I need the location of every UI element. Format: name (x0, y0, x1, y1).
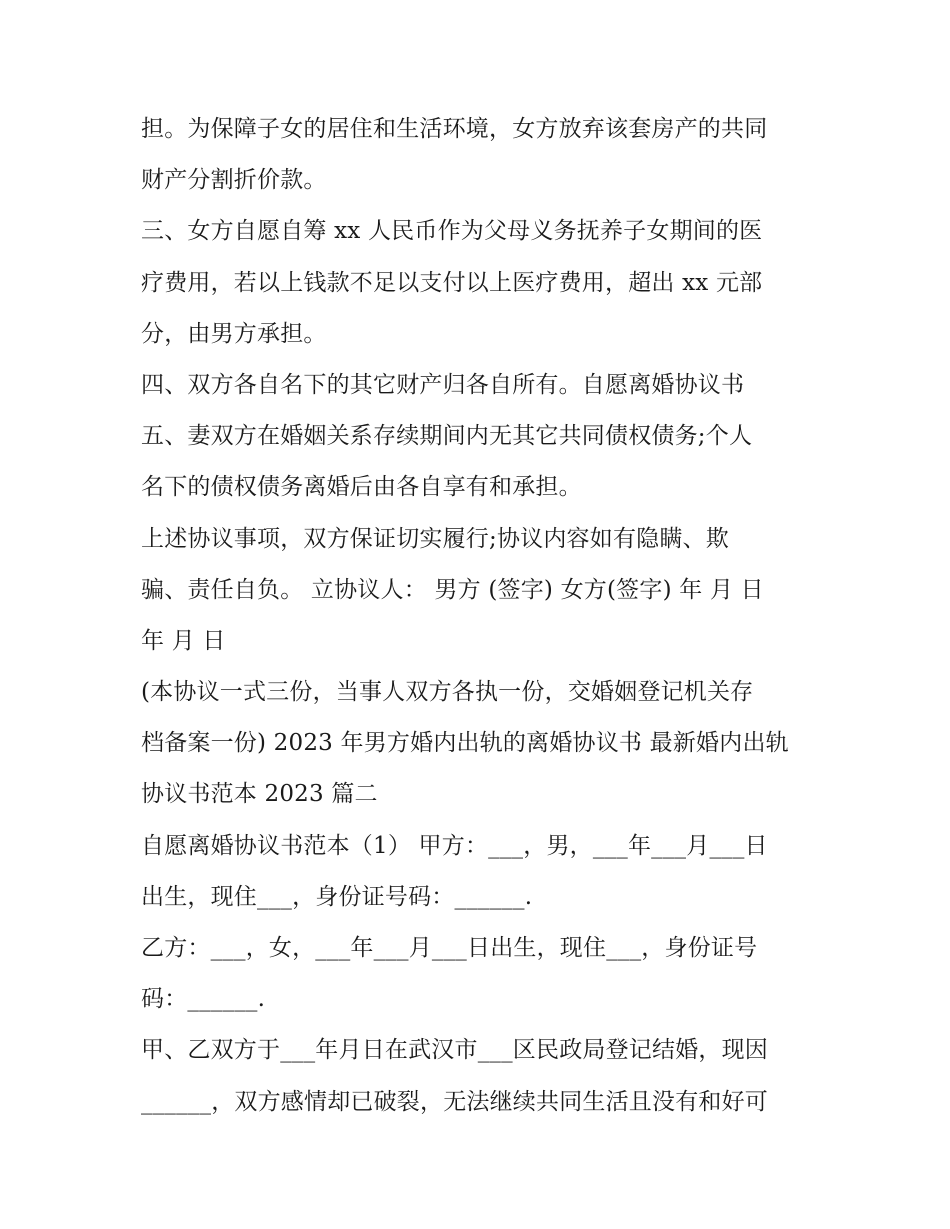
text-line: 出生，现住___，身份证号码：______. (141, 883, 533, 910)
text-line: 财产分割折价款。 (141, 167, 327, 194)
text-line: 骗、责任自负。 立协议人： 男方 (签字) 女方(签字) 年 月 日 (141, 576, 764, 603)
text-line: 疗费用，若以上钱款不足以支付以上医疗费用，超出 xx 元部 (141, 269, 763, 296)
text-line: 上述协议事项，双方保证切实履行;协议内容如有隐瞒、欺 (141, 525, 729, 552)
text-line: 年 月 日 (141, 627, 226, 654)
text-line: (本协议一式三份，当事人双方各执一份，交婚姻登记机关存 (141, 679, 754, 706)
text-line: 乙方：___，女，___年___月___日出生，现住___，身份证号 (141, 935, 758, 961)
text-line: 档备案一份) 2023 年男方婚内出轨的离婚协议书 最新婚内出轨 (141, 730, 789, 757)
text-line: 码：______. (141, 986, 266, 1013)
text-line: 四、双方各自名下的其它财产归各自所有。自愿离婚协议书 (141, 371, 745, 398)
text-line: 名下的债权债务离婚后由各自享有和承担。 (141, 474, 582, 501)
text-line: ______，双方感情却已破裂，无法继续共同生活且没有和好可 (141, 1088, 768, 1115)
text-line: 三、女方自愿自筹 xx 人民币作为父母义务抚养子女期间的医 (141, 218, 763, 245)
text-line: 甲、乙双方于___年月日在武汉市___区民政局登记结婚，现因 (141, 1037, 768, 1064)
text-line: 协议书范本 2023 篇二 (141, 781, 378, 808)
document-body (141, 104, 821, 1128)
text-line: 分，由男方承担。 (141, 320, 327, 347)
text-line: 五、妻双方在婚姻关系存续期间内无其它共同债权债务;个人 (141, 423, 753, 450)
text-line: 自愿离婚协议书范本（1） 甲方：___，男，___年___月___日 (141, 832, 768, 859)
text-line: 担。为保障子女的居住和生活环境，女方放弃该套房产的共同 (141, 116, 768, 142)
